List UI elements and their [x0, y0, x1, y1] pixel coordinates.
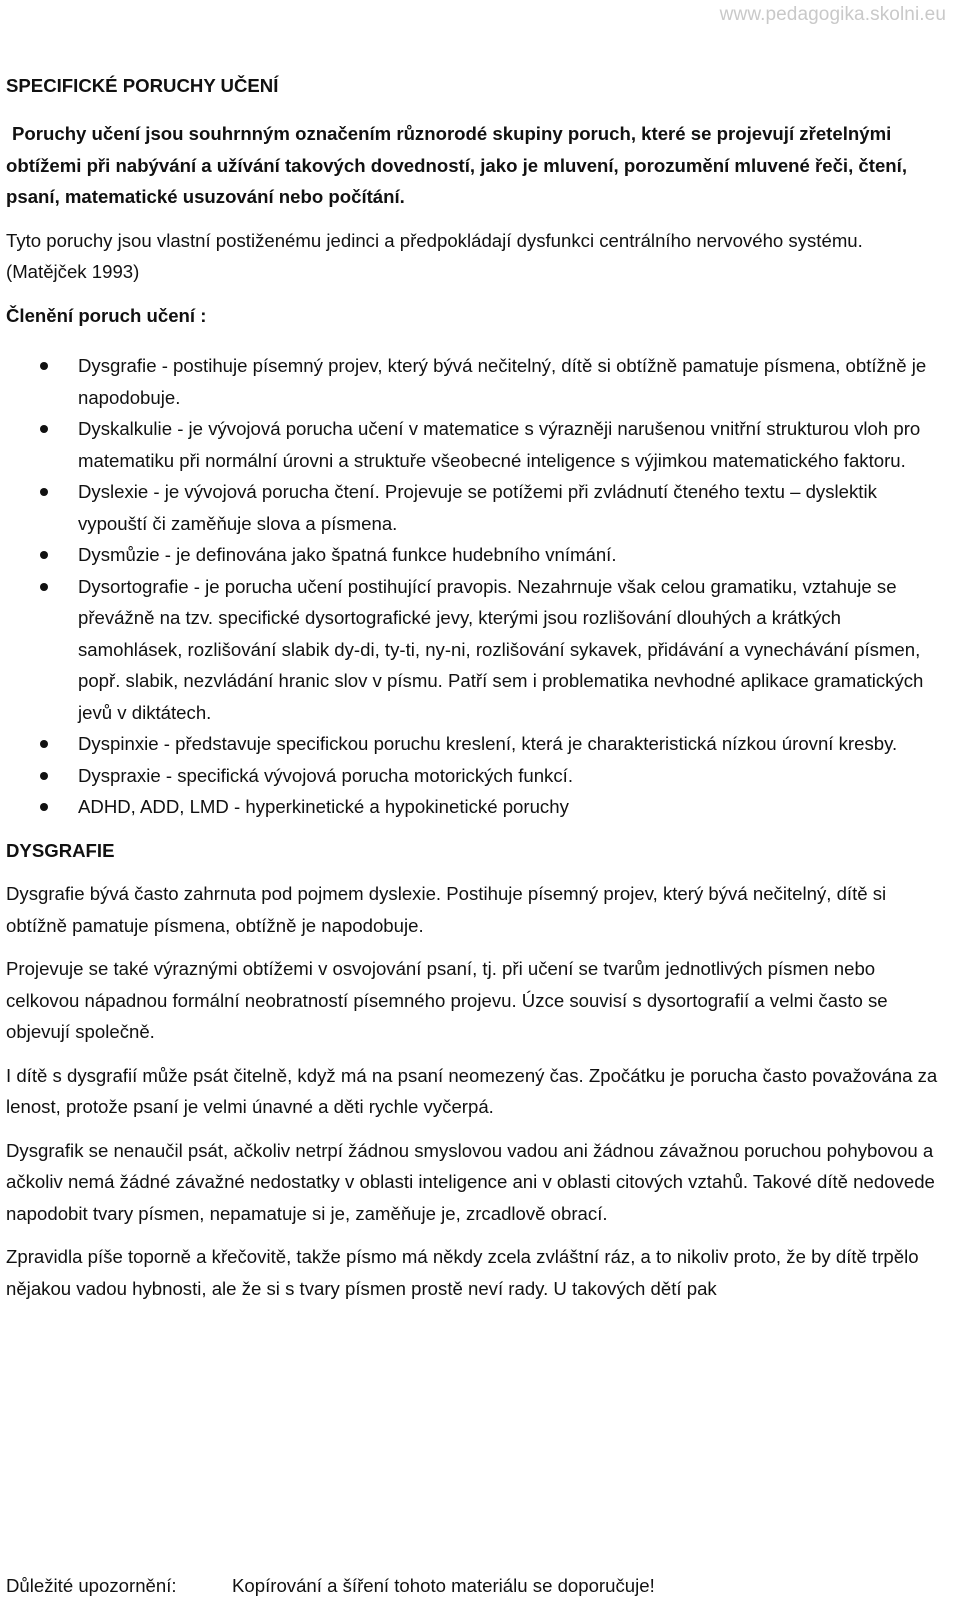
list-item-text: Dyspraxie - specifická vývojová porucha motorických funkcí.	[78, 764, 573, 786]
bullet-icon	[40, 362, 48, 370]
dysgrafie-paragraph: Dysgrafik se nenaučil psát, ačkoliv netrpí žádnou smyslovou vadou ani žádnou závažnou poruchou pohybovou a ačkoliv nemá žádné závažné nedostatky v oblasti inteligence ani v oblasti citových vztahů. Takové dítě nedovede napodobit tvary písmen, nepamatuje si je, zaměňuje je, zrcadlově obrací.	[6, 1139, 935, 1224]
dysgrafie-heading: DYSGRAFIE	[6, 839, 115, 861]
footer-label: Důležité upozornění:	[6, 1575, 177, 1596]
dysgrafie-paragraph: I dítě s dysgrafií může psát čitelně, když má na psaní neomezený čas. Zpočátku je porucha často považována za lenost, protože psaní je velmi únavné a děti rychle vyčerpá.	[6, 1064, 938, 1117]
bullet-icon	[40, 803, 48, 811]
dysgrafie-paragraph: Projevuje se také výraznými obtížemi v osvojování psaní, tj. při učení se tvarům jednotlivých písmen nebo celkovou nápadnou formální neobratností písemného projevu. Úzce souvisí s dysortografií a velmi často se objevují společně.	[6, 958, 888, 1042]
list-item-text: Dysortografie - je porucha učení postihující pravopis. Nezahrnuje však celou gramatiku, vztahuje se převážně na tzv. specifické dysortografické jevy, kterými jsou rozlišování dlouhých a krátkých samohlásek, rozlišování slabik dy-di, ty-ti, ny-ni, rozlišování sykavek, přidávání a vynechávání písmen, popř. slabik, nezvládání hranic slov v písmu. Patří sem i problematika nevhodné aplikace gramatických jevů v diktátech.	[78, 575, 924, 723]
list-item-text: Dyspinxie - představuje specifickou poruchu kreslení, která je charakteristická nízkou úrovní kresby.	[78, 733, 898, 754]
classification-heading: Členění poruch učení :	[6, 304, 207, 326]
list-item	[6, 791, 946, 823]
list-item-text: Dyskalkulie - je vývojová porucha učení v matematice s výrazněji narušenou vnitřní strukturou vloh pro matematiku při normální úrovni a struktuře všeobecné inteligence s výjimkou matematického faktoru.	[78, 418, 921, 471]
list-item	[6, 413, 946, 476]
list-item-text: Dysgrafie - postihuje písemný projev, který bývá nečitelný, dítě si obtížně pamatuje písmena, obtížně je napodobuje.	[78, 355, 927, 408]
list-item-text: Dyslexie - je vývojová porucha čtení. Projevuje se potížemi při zvládnutí čteného textu – dyslektik vypouští či zaměňuje slova a písmena.	[78, 481, 877, 534]
watermark-url: www.pedagogika.skolni.eu	[719, 4, 946, 25]
document-content	[6, 70, 946, 1316]
list-item	[6, 728, 946, 760]
footer-notice	[6, 1570, 946, 1601]
disorders-list	[6, 350, 946, 823]
dysgrafie-paragraph: Dysgrafie bývá často zahrnuta pod pojmem dyslexie. Postihuje písemný projev, který bývá nečitelný, dítě si obtížně pamatuje písmena, obtížně je napodobuje.	[6, 883, 887, 936]
document-title: SPECIFICKÉ PORUCHY UČENÍ	[6, 75, 279, 96]
bullet-icon	[40, 425, 48, 433]
list-item	[6, 350, 946, 413]
list-item	[6, 476, 946, 539]
list-item-text: ADHD, ADD, LMD - hyperkinetické a hypokinetické poruchy	[78, 796, 569, 817]
intro-paragraph: Tyto poruchy jsou vlastní postiženému jedinci a předpokládají dysfunkci centrálního nervového systému. (Matějček 1993)	[6, 229, 863, 282]
footer-text: Kopírování a šíření tohoto materiálu se doporučuje!	[232, 1575, 655, 1596]
bullet-icon	[40, 772, 48, 780]
list-item	[6, 571, 946, 729]
bullet-icon	[40, 551, 48, 559]
bullet-icon	[40, 583, 48, 591]
intro-definition: Poruchy učení jsou souhrnným označením různorodé skupiny poruch, které se projevují zřetelnými obtížemi při nabývání a užívání takových dovedností, jako je mluvení, porozumění mluvené řeči, čtení, psaní, matematické usuzování nebo počítání.	[6, 123, 907, 207]
list-item-text: Dysmůzie - je definována jako špatná funkce hudebního vnímání.	[78, 544, 617, 565]
bullet-icon	[40, 740, 48, 748]
dysgrafie-paragraph: Zpravidla píše toporně a křečovitě, takže písmo má někdy zcela zvláštní ráz, a to nikoliv proto, že by dítě trpělo nějakou vadou hybnosti, ale že si s tvary písmen prostě neví rady. U takových dětí pak	[6, 1246, 919, 1299]
list-item	[6, 539, 946, 571]
bullet-icon	[40, 488, 48, 496]
list-item	[6, 760, 946, 792]
